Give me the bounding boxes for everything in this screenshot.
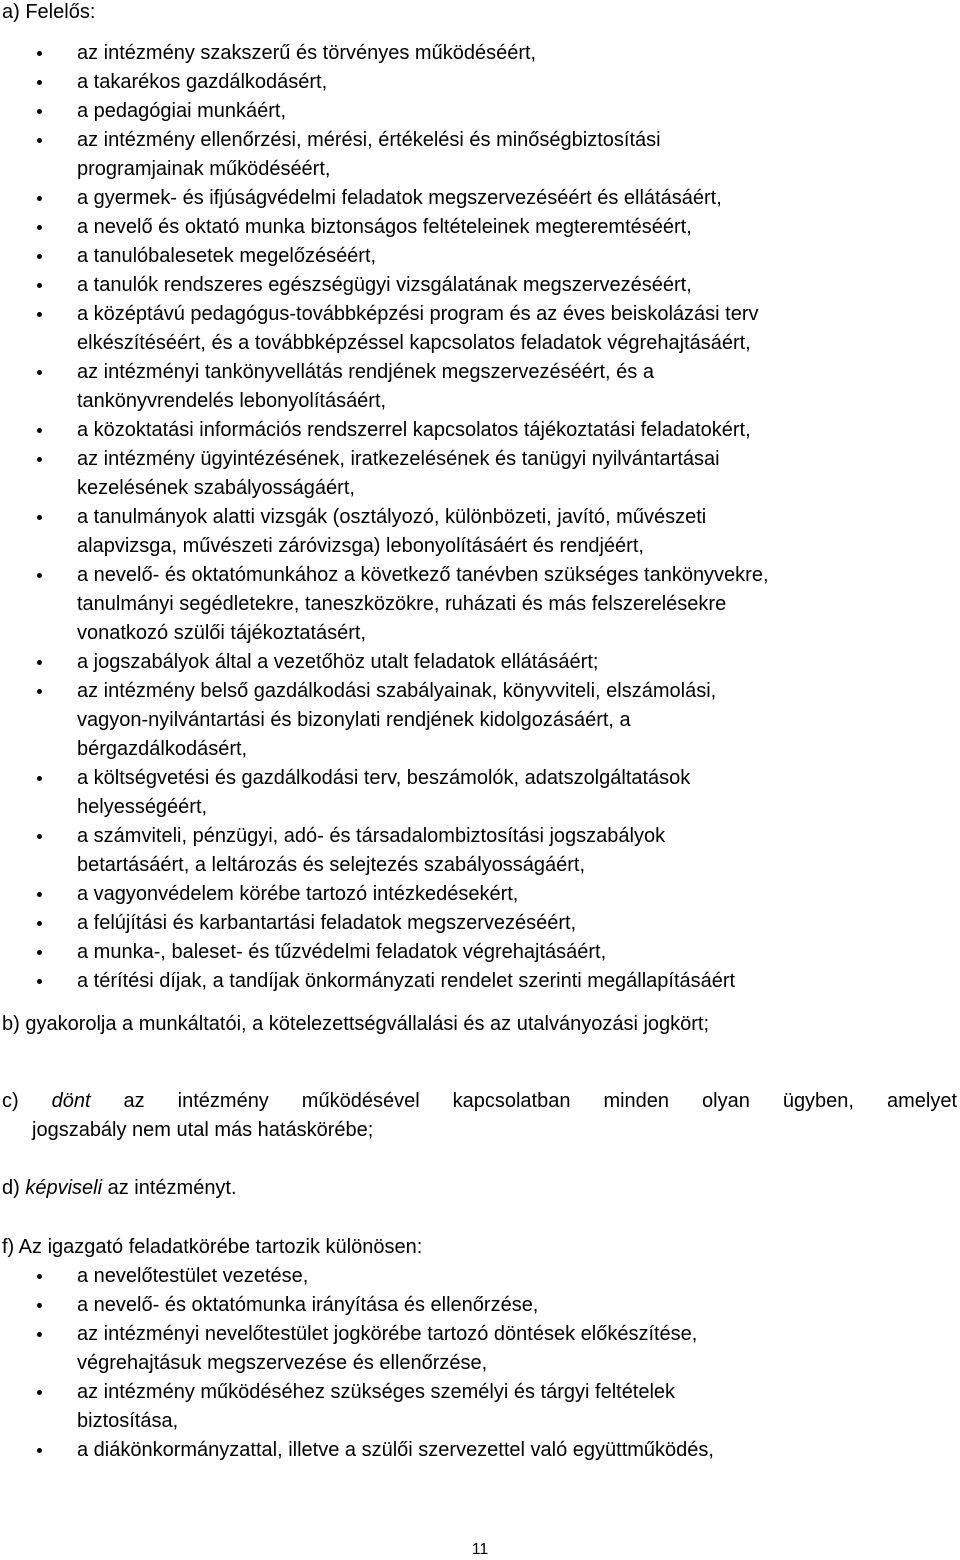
list-item-line: a nevelő- és oktatómunkához a következő tanévben szükséges tankönyvekre,	[77, 564, 769, 586]
section-c-line-1-rest: az intézmény működésével kapcsolatban minden olyan ügyben, amelyet	[90, 1090, 957, 1112]
bullet-icon	[37, 312, 42, 317]
list-item	[0, 967, 940, 996]
list-item-line: az intézményi nevelőtestület jogkörébe tartozó döntések előkészítése,	[77, 1323, 698, 1345]
list-item	[0, 648, 940, 677]
section-c-prefix: c)	[2, 1090, 52, 1112]
list-item	[0, 416, 940, 445]
list-item	[0, 561, 940, 648]
list-item	[0, 1378, 940, 1436]
list-item-line: vagyon-nyilvántartási és bizonylati rendjének kidolgozásáért, a	[77, 709, 631, 731]
list-item-line: elkészítéséért, és a továbbképzéssel kapcsolatos feladatok végrehajtásáért,	[77, 332, 751, 354]
section-c-emphasis: dönt	[51, 1090, 91, 1112]
bullet-icon	[37, 254, 42, 259]
list-item	[0, 677, 940, 764]
bullet-icon	[37, 80, 42, 85]
list-item	[0, 1291, 940, 1320]
list-item-line: a pedagógiai munkáért,	[77, 100, 287, 122]
bullet-icon	[37, 457, 42, 462]
list-item-line: kezelésének szabályosságáért,	[77, 477, 355, 499]
list-item-line: a tanulóbalesetek megelőzéséért,	[77, 245, 377, 267]
list-item-line: a tanulók rendszeres egészségügyi vizsgálatának megszervezéséért,	[77, 274, 692, 296]
section-c-line-2: jogszabály nem utal más hatáskörébe;	[32, 1119, 374, 1141]
list-item-line: a nevelő- és oktatómunka irányítása és ellenőrzése,	[77, 1294, 539, 1316]
page-number: 11	[471, 1541, 489, 1558]
list-item-line: helyességéért,	[77, 796, 208, 818]
section-a-list	[0, 39, 940, 996]
bullet-icon	[37, 1390, 42, 1395]
section-d-prefix: d)	[2, 1177, 26, 1199]
list-item-line: a felújítási és karbantartási feladatok megszervezéséért,	[77, 912, 577, 934]
section-c-line-1	[2, 1087, 957, 1116]
list-item	[0, 68, 940, 97]
bullet-icon	[37, 1448, 42, 1453]
section-d-rest: az intézményt.	[102, 1177, 237, 1199]
list-item-line: az intézmény szakszerű és törvényes működéséért,	[77, 42, 537, 64]
bullet-icon	[37, 1332, 42, 1337]
list-item-line: biztosítása,	[77, 1410, 179, 1432]
section-c-paragraph	[2, 1087, 957, 1145]
list-item	[0, 97, 940, 126]
list-item	[0, 1262, 940, 1291]
list-item	[0, 184, 940, 213]
bullet-icon	[37, 921, 42, 926]
list-item-line: tankönyvrendelés lebonyolításáért,	[77, 390, 387, 412]
list-item	[0, 126, 940, 184]
bullet-icon	[37, 196, 42, 201]
section-d-emphasis: képviseli	[25, 1177, 103, 1199]
list-item-line: az intézmény belső gazdálkodási szabályainak, könyvviteli, elszámolási,	[77, 680, 717, 702]
bullet-icon	[37, 428, 42, 433]
list-item	[0, 213, 940, 242]
bullet-icon	[37, 109, 42, 114]
bullet-icon	[37, 950, 42, 955]
bullet-icon	[37, 283, 42, 288]
list-item-line: a gyermek- és ifjúságvédelmi feladatok megszervezéséért és ellátásáért,	[77, 187, 722, 209]
list-item	[0, 1320, 940, 1378]
bullet-icon	[37, 370, 42, 375]
list-item-line: betartásáért, a leltározás és selejtezés szabályosságáért,	[77, 854, 586, 876]
bullet-icon	[37, 776, 42, 781]
list-item-line: bérgazdálkodásért,	[77, 738, 248, 760]
list-item-line: a jogszabályok által a vezetőhöz utalt feladatok ellátásáért;	[77, 651, 599, 673]
bullet-icon	[37, 834, 42, 839]
bullet-icon	[37, 225, 42, 230]
bullet-icon	[37, 573, 42, 578]
bullet-icon	[37, 51, 42, 56]
list-item-line: az intézményi tankönyvellátás rendjének megszervezéséért, és a	[77, 361, 654, 383]
bullet-icon	[37, 1274, 42, 1279]
list-item	[0, 503, 940, 561]
section-b-text: b) gyakorolja a munkáltatói, a kötelezettségvállalási és az utalványozási jogkört;	[2, 1013, 710, 1035]
list-item-line: a nevelő és oktató munka biztonságos feltételeinek megteremtéséért,	[77, 216, 692, 238]
list-item-line: a középtávú pedagógus-továbbképzési program és az éves beiskolázási terv	[77, 303, 759, 325]
section-a-heading: a) Felelős:	[2, 1, 96, 23]
list-item-line: tanulmányi segédletekre, taneszközökre, ruházati és más felszerelésekre	[77, 593, 727, 615]
bullet-icon	[37, 660, 42, 665]
list-item-line: programjainak működéséért,	[77, 158, 331, 180]
list-item-line: a költségvetési és gazdálkodási terv, beszámolók, adatszolgáltatások	[77, 767, 691, 789]
list-item-line: a tanulmányok alatti vizsgák (osztályozó, különbözeti, javító, művészeti	[77, 506, 707, 528]
section-f-heading: f) Az igazgató feladatkörébe tartozik különösen:	[2, 1236, 423, 1258]
section-d-text	[2, 1174, 237, 1203]
list-item	[0, 300, 940, 358]
list-item-line: a számviteli, pénzügyi, adó- és társadalombiztosítási jogszabályok	[77, 825, 666, 847]
section-f-list	[0, 1262, 940, 1465]
bullet-icon	[37, 892, 42, 897]
list-item	[0, 880, 940, 909]
list-item	[0, 242, 940, 271]
list-item	[0, 764, 940, 822]
list-item	[0, 909, 940, 938]
list-item	[0, 39, 940, 68]
list-item	[0, 1436, 940, 1465]
list-item	[0, 271, 940, 300]
list-item-line: a munka-, baleset- és tűzvédelmi feladatok végrehajtásáért,	[77, 941, 607, 963]
list-item-line: végrehajtásuk megszervezése és ellenőrzése,	[77, 1352, 488, 1374]
list-item-line: a takarékos gazdálkodásért,	[77, 71, 328, 93]
list-item-line: az intézmény ügyintézésének, iratkezelésének és tanügyi nyilvántartásai	[77, 448, 720, 470]
list-item-line: vonatkozó szülői tájékoztatásért,	[77, 622, 367, 644]
list-item	[0, 938, 940, 967]
list-item	[0, 358, 940, 416]
list-item-line: alapvizsga, művészeti záróvizsga) lebonyolításáért és rendjéért,	[77, 535, 644, 557]
list-item-line: az intézmény ellenőrzési, mérési, értékelési és minőségbiztosítási	[77, 129, 661, 151]
bullet-icon	[37, 515, 42, 520]
bullet-icon	[37, 138, 42, 143]
list-item-line: a közoktatási információs rendszerrel kapcsolatos tájékoztatási feladatokért,	[77, 419, 751, 441]
list-item	[0, 822, 940, 880]
bullet-icon	[37, 689, 42, 694]
bullet-icon	[37, 979, 42, 984]
list-item-line: a diákönkormányzattal, illetve a szülői szervezettel való együttműködés,	[77, 1439, 714, 1461]
list-item-line: a nevelőtestület vezetése,	[77, 1265, 309, 1287]
list-item-line: az intézmény működéséhez szükséges személyi és tárgyi feltételek	[77, 1381, 676, 1403]
list-item-line: a térítési díjak, a tandíjak önkormányzati rendelet szerinti megállapításáért	[77, 970, 736, 992]
bullet-icon	[37, 1303, 42, 1308]
list-item-line: a vagyonvédelem körébe tartozó intézkedésekért,	[77, 883, 519, 905]
list-item	[0, 445, 940, 503]
